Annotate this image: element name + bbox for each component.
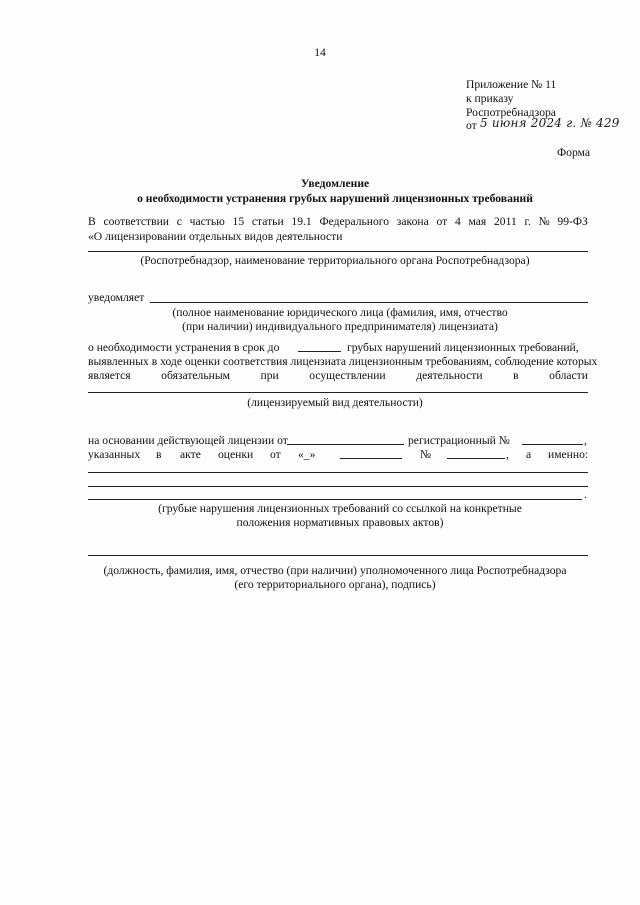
intro-word: 19.1 (291, 215, 312, 228)
act-date-blank[interactable] (340, 458, 402, 459)
page-number: 14 (314, 46, 326, 59)
title-line-1: Уведомление (300, 177, 370, 190)
basis-line-2-end: именно: (548, 448, 589, 461)
intro-word: частью (189, 215, 225, 228)
activity-blank-line[interactable] (88, 392, 588, 393)
necessity-word: деятельности (416, 369, 483, 382)
form-label: Форма (557, 146, 590, 159)
necessity-word: области (549, 369, 588, 382)
violations-blank-line-1[interactable] (88, 472, 588, 473)
appendix-line-2: к приказу (466, 92, 514, 105)
basis-line-1-end: , (584, 434, 587, 447)
intro-word: закона (396, 215, 429, 228)
violations-blank-line-2[interactable] (88, 486, 588, 487)
handwritten-date-signature: 5 июня 2024 г. № 429 (480, 116, 620, 130)
caption-official-line-1: (должность, фамилия, имя, отчество (при наличии) уполномоченного лица Роспотребнадзора (103, 564, 567, 577)
caption-violations-line-2: положения нормативных правовых актов) (236, 516, 444, 529)
intro-word: г. (524, 215, 531, 228)
necessity-word: является (88, 369, 131, 382)
basis-word-a: а (526, 448, 532, 461)
basis-word-in: в (156, 448, 162, 461)
intro-word: 15 (232, 215, 245, 228)
intro-line-1 (88, 215, 588, 229)
caption-licensee-line-2: (при наличии) индивидуального предпринимателя) лицензиата) (182, 320, 498, 333)
basis-number-sign: № (420, 448, 432, 461)
intro-line-2: «О лицензировании отдельных видов деятельности (88, 230, 343, 243)
basis-line-1-start: на основании действующей лицензии от (88, 434, 288, 447)
intro-word: № (538, 215, 550, 228)
basis-word-from: от (270, 448, 281, 461)
violations-blank-line-3[interactable] (88, 499, 582, 500)
intro-word: статьи (251, 215, 284, 228)
act-day-blank[interactable]: «_» (298, 448, 316, 461)
intro-word: 4 (454, 215, 461, 228)
caption-violations-line-1: (грубые нарушения лицензионных требований со ссылкой на конкретные (158, 502, 522, 515)
registration-number-blank[interactable] (522, 444, 583, 445)
intro-word: от (436, 215, 448, 228)
necessity-word: в (513, 369, 519, 382)
caption-activity: (лицензируемый вид деятельности) (247, 396, 423, 409)
necessity-line-3 (88, 369, 588, 383)
caption-official-line-2: (его территориального органа), подпись) (234, 578, 436, 591)
basis-word-act: акте (180, 448, 201, 461)
caption-authority: (Роспотребнадзор, наименование территориального органа Роспотребнадзора) (140, 254, 530, 267)
necessity-line-1-start: о необходимости устранения в срок до (88, 341, 280, 354)
caption-licensee-line-1: (полное наименование юридического лица (фамилия, имя, отчество (172, 306, 508, 319)
violations-period: . (584, 488, 587, 501)
license-date-blank[interactable] (287, 444, 404, 445)
basis-word-indicated: указанных (88, 448, 141, 461)
necessity-word: обязательным (161, 369, 230, 382)
notifies-label: уведомляет (88, 291, 145, 304)
intro-word: 99-ФЗ (557, 215, 588, 228)
title-line-2: о необходимости устранения грубых нарушений лицензионных требований (137, 192, 533, 205)
intro-word: соответствии (103, 215, 169, 228)
intro-word: мая (468, 215, 487, 228)
official-blank-line[interactable] (88, 555, 588, 556)
licensee-blank-line[interactable] (150, 302, 588, 303)
authority-blank-line[interactable] (88, 251, 588, 252)
basis-comma: , (506, 448, 509, 461)
appendix-date-prefix: от (466, 119, 477, 132)
deadline-blank[interactable] (298, 351, 341, 352)
intro-word: с (176, 215, 182, 228)
appendix-line-1: Приложение № 11 (466, 78, 557, 91)
necessity-line-2: выявленных в ходе оценки соответствия лицензиата лицензионным требованиям, соблюдение которых (88, 355, 598, 368)
intro-word: Федерального (319, 215, 390, 228)
intro-word: 2011 (493, 215, 517, 228)
act-number-blank[interactable] (447, 458, 505, 459)
intro-word: В (88, 215, 96, 228)
necessity-word: при (260, 369, 279, 382)
basis-line-1-mid: регистрационный № (408, 434, 510, 447)
necessity-word: осуществлении (309, 369, 386, 382)
necessity-line-1-end: грубых нарушений лицензионных требований, (347, 341, 579, 354)
basis-word-assessment: оценки (218, 448, 254, 461)
appendix-line-3: Роспотребнадзора (466, 106, 556, 119)
